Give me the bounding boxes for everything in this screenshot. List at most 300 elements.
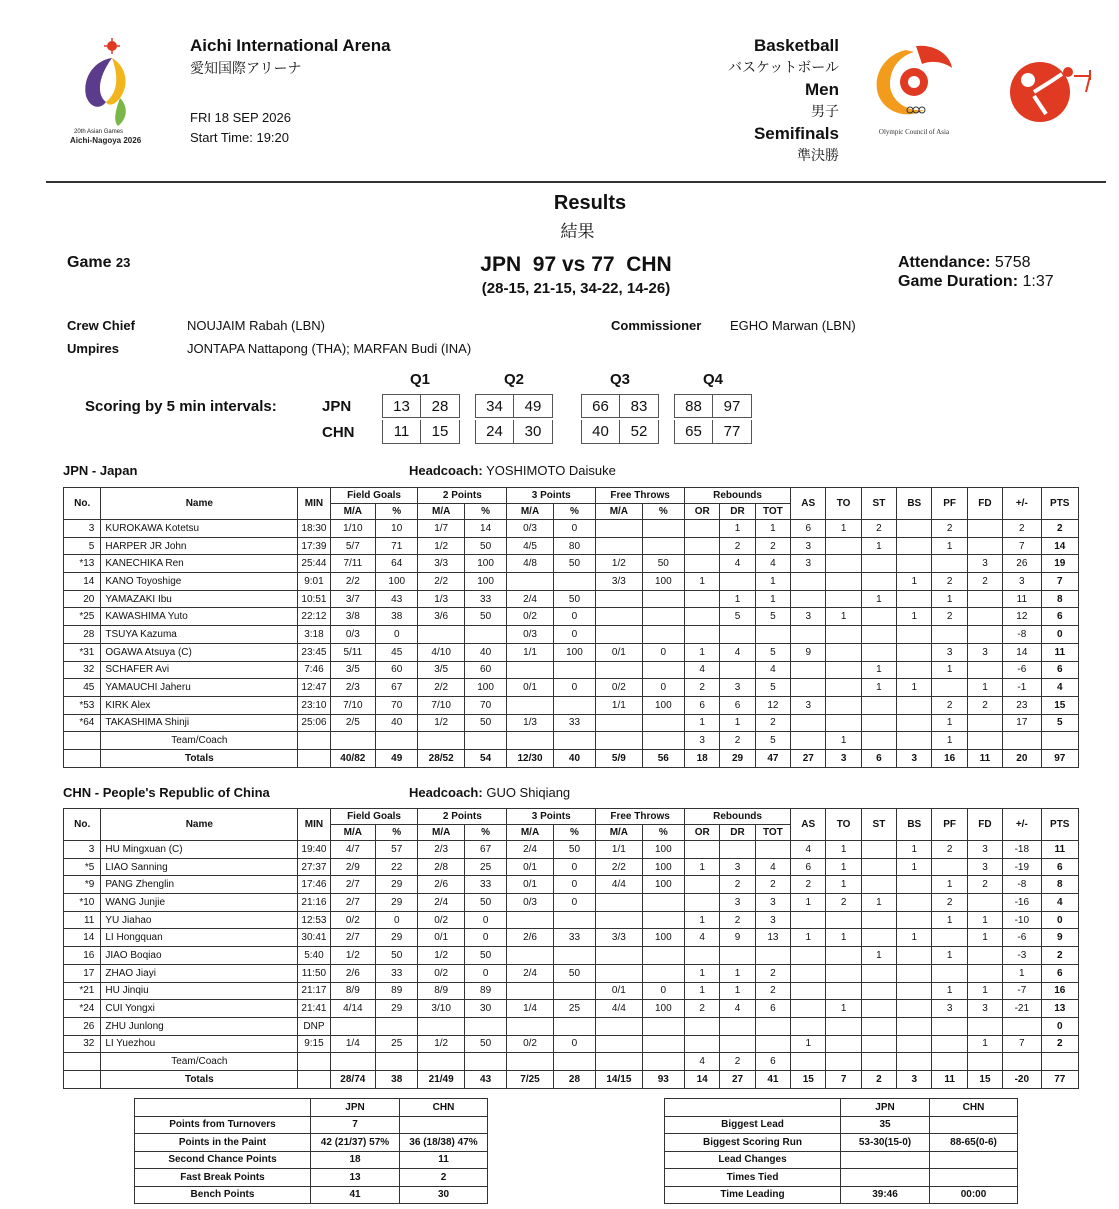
stat-cell: 1 [932, 876, 967, 894]
stat-cell [897, 1000, 932, 1018]
stat-cell: 100 [642, 841, 684, 859]
player-row [64, 947, 1079, 965]
stat-cell: 0 [553, 1035, 595, 1053]
stat-cell: 3/5 [330, 661, 375, 679]
stat-cell [596, 732, 642, 750]
stat-cell: 2 [932, 608, 967, 626]
stat-cell [1003, 732, 1041, 750]
comparison-row [665, 1134, 1018, 1152]
col-header-percent: % [464, 504, 506, 520]
stat-cell: 29 [376, 1000, 418, 1018]
stat-cell: 0/3 [507, 520, 553, 538]
col-header-bs: BS [897, 809, 932, 841]
stat-cell: -8 [1003, 876, 1041, 894]
stat-cell [861, 841, 896, 859]
col-header-offensive-rebounds: OR [685, 825, 720, 841]
stat-cell: 2 [791, 876, 826, 894]
stat-cell: 1/2 [330, 947, 375, 965]
col-header-3-points: 3 Points [507, 488, 596, 504]
stat-cell: 12 [1003, 608, 1041, 626]
stat-cell: HU Mingxuan (C) [101, 841, 298, 859]
interval-score-jpn-1: 13 [382, 394, 421, 418]
stat-cell: 0/2 [507, 608, 553, 626]
phase: Semifinals [753, 124, 839, 143]
col-header-2-points: 2 Points [418, 809, 507, 825]
stat-cell: ZHAO Jiayi [101, 964, 298, 982]
stat-cell: 1/2 [418, 947, 464, 965]
stat-cell [861, 1053, 896, 1071]
stat-cell: 77 [1041, 1070, 1078, 1088]
stat-cell: 40 [464, 643, 506, 661]
stat-cell: 49 [376, 749, 418, 767]
stat-cell [507, 573, 553, 591]
games-logo-line2: Aichi-Nagoya 2026 [70, 136, 142, 145]
stat-cell [642, 714, 684, 732]
stat-cell: 2 [720, 732, 755, 750]
stat-cell: 60 [464, 661, 506, 679]
stat-cell [861, 876, 896, 894]
col-header-as: AS [791, 809, 826, 841]
stat-cell [642, 1017, 684, 1035]
stat-cell: 27:37 [298, 858, 330, 876]
stat-cell: 3 [720, 679, 755, 697]
stat-cell: 4 [755, 555, 790, 573]
stat-cell: TAKASHIMA Shinji [101, 714, 298, 732]
stat-cell: 5 [64, 537, 101, 555]
stat-cell: 4 [685, 661, 720, 679]
stat-cell: 3 [932, 643, 967, 661]
stat-cell: 3 [897, 749, 932, 767]
stat-cell [1041, 1053, 1078, 1071]
stat-cell: 0 [553, 876, 595, 894]
stat-cell: TSUYA Kazuma [101, 626, 298, 644]
comparison-row [665, 1169, 1018, 1187]
stat-cell [685, 947, 720, 965]
stat-cell: 1 [932, 537, 967, 555]
stat-cell: 23:10 [298, 696, 330, 714]
stat-cell: 25 [376, 1035, 418, 1053]
stat-cell: 3 [755, 894, 790, 912]
stat-cell: 1 [755, 590, 790, 608]
player-row [64, 626, 1079, 644]
col-header-made-attempted: M/A [418, 825, 464, 841]
stat-cell [897, 1017, 932, 1035]
stat-cell [791, 679, 826, 697]
stat-cell [596, 590, 642, 608]
stat-cell: JIAO Boqiao [101, 947, 298, 965]
stat-cell: 18:30 [298, 520, 330, 538]
stat-cell: -6 [1003, 661, 1041, 679]
stat-cell: 2 [826, 894, 861, 912]
stat-cell: 1 [685, 714, 720, 732]
stat-cell [861, 1035, 896, 1053]
stat-cell: 6 [755, 1000, 790, 1018]
stat-cell: 2 [1041, 947, 1078, 965]
stat-cell: 25 [464, 858, 506, 876]
stat-cell [932, 1035, 967, 1053]
stat-cell: 1 [861, 947, 896, 965]
basketball-pictogram-icon [1004, 52, 1100, 132]
stat-cell [861, 732, 896, 750]
stat-cell: 3/6 [418, 608, 464, 626]
stat-cell: 6 [1041, 608, 1078, 626]
crew-chief: NOUJAIM Rabah (LBN) [187, 318, 325, 333]
comparison-value [930, 1151, 1018, 1169]
stat-cell [826, 696, 861, 714]
game-flow-table [664, 1098, 1018, 1204]
col-header-defensive-rebounds: DR [720, 504, 755, 520]
phase-jp: 準決勝 [797, 147, 839, 163]
stat-cell [897, 661, 932, 679]
stat-cell: 1 [932, 947, 967, 965]
stat-cell: 0/1 [596, 982, 642, 1000]
crew-chief-label: Crew Chief [67, 318, 135, 333]
stat-cell [298, 1070, 330, 1088]
stat-cell: 2/2 [418, 679, 464, 697]
stat-cell: 16 [1041, 982, 1078, 1000]
final-score: JPN 97 vs 77 CHN [480, 253, 672, 276]
stat-cell [596, 911, 642, 929]
stat-cell: 16 [932, 749, 967, 767]
stat-cell: 5/9 [596, 749, 642, 767]
stat-cell: 0/1 [507, 858, 553, 876]
stat-cell: 9:15 [298, 1035, 330, 1053]
stat-cell: HARPER JR John [101, 537, 298, 555]
stat-cell [861, 555, 896, 573]
comparison-header-cell [135, 1099, 311, 1117]
stat-cell: 2/2 [330, 573, 375, 591]
stat-cell: 0 [553, 520, 595, 538]
stat-cell: 50 [553, 964, 595, 982]
stat-cell: 4/4 [596, 876, 642, 894]
stat-cell: 45 [376, 643, 418, 661]
player-row [64, 858, 1079, 876]
stat-cell: 7 [1041, 573, 1078, 591]
col-header-percent: % [642, 504, 684, 520]
stat-cell [861, 626, 896, 644]
stat-cell: 50 [376, 947, 418, 965]
col-header-pts: PTS [1041, 488, 1078, 520]
player-row [64, 573, 1079, 591]
stat-cell [897, 714, 932, 732]
player-row [64, 911, 1079, 929]
stat-cell [861, 858, 896, 876]
stat-cell [553, 947, 595, 965]
stat-cell: 0 [642, 679, 684, 697]
col-header-pm: +/- [1003, 488, 1041, 520]
stat-cell [967, 626, 1002, 644]
stat-cell: 33 [553, 929, 595, 947]
stat-cell: LIAO Sanning [101, 858, 298, 876]
comparison-row [135, 1116, 488, 1134]
oca-sun-icon [866, 40, 962, 130]
stat-cell: 2/4 [507, 841, 553, 859]
stat-cell: 25:44 [298, 555, 330, 573]
stat-cell [376, 1017, 418, 1035]
stat-cell [596, 964, 642, 982]
stat-cell [791, 1000, 826, 1018]
stat-cell [1003, 1017, 1041, 1035]
stat-cell: 100 [642, 929, 684, 947]
stat-cell: 29 [720, 749, 755, 767]
col-header-percent: % [464, 825, 506, 841]
stat-cell: 1 [932, 590, 967, 608]
comparison-label: Bench Points [135, 1186, 311, 1204]
stat-cell [685, 894, 720, 912]
page-title: Results [553, 192, 627, 214]
stat-cell: 1/2 [596, 555, 642, 573]
stat-cell: 2 [932, 573, 967, 591]
col-header-st: ST [861, 809, 896, 841]
stat-cell: 50 [464, 608, 506, 626]
player-row [64, 894, 1079, 912]
stat-cell: 2/6 [330, 964, 375, 982]
comparison-value [930, 1116, 1018, 1134]
player-row [64, 643, 1079, 661]
quarter-scores: (28-15, 21-15, 34-22, 14-26) [481, 280, 671, 297]
stat-cell: 2/7 [330, 929, 375, 947]
stat-cell [596, 520, 642, 538]
stat-cell: 2 [932, 841, 967, 859]
stat-cell: 97 [1041, 749, 1078, 767]
stat-cell: 1 [932, 714, 967, 732]
stat-cell: 21/49 [418, 1070, 464, 1088]
stat-cell [755, 626, 790, 644]
stat-cell: 2 [967, 876, 1002, 894]
stat-cell [685, 555, 720, 573]
stat-cell: 2/3 [330, 679, 375, 697]
comparison-header-row [135, 1099, 488, 1117]
stat-cell: *24 [64, 1000, 101, 1018]
stat-cell: *5 [64, 858, 101, 876]
stat-cell [685, 608, 720, 626]
stat-cell: 30 [464, 1000, 506, 1018]
stat-cell [596, 894, 642, 912]
stat-cell [685, 626, 720, 644]
stat-cell: 32 [64, 1035, 101, 1053]
stat-cell: 1 [720, 714, 755, 732]
stat-cell [932, 1053, 967, 1071]
stat-cell: 21:17 [298, 982, 330, 1000]
stat-cell: 22 [376, 858, 418, 876]
stat-cell: 12 [755, 696, 790, 714]
stat-cell: 89 [376, 982, 418, 1000]
stat-cell: PANG Zhenglin [101, 876, 298, 894]
stat-cell [967, 1017, 1002, 1035]
stat-cell: 4 [1041, 894, 1078, 912]
games-logo [68, 36, 158, 148]
stat-cell: 3 [897, 1070, 932, 1088]
stat-cell [826, 679, 861, 697]
stat-cell: 1 [685, 573, 720, 591]
stat-cell: 33 [464, 876, 506, 894]
stat-cell: 1/2 [418, 1035, 464, 1053]
stat-cell: *13 [64, 555, 101, 573]
stat-cell [861, 1000, 896, 1018]
stat-cell: 0/2 [330, 911, 375, 929]
stat-cell: 3 [720, 858, 755, 876]
stat-cell [685, 1035, 720, 1053]
stat-cell: 50 [553, 555, 595, 573]
comparison-header-row [665, 1099, 1018, 1117]
stat-cell: 5 [755, 679, 790, 697]
stat-cell: Team/Coach [101, 732, 298, 750]
interval-score-chn-2: 15 [421, 420, 460, 444]
stat-cell: 15 [967, 1070, 1002, 1088]
stat-cell: 11 [1041, 643, 1078, 661]
stat-cell: 4 [685, 1053, 720, 1071]
stat-cell: 0/1 [507, 679, 553, 697]
stat-cell: 0/2 [418, 964, 464, 982]
stat-cell: 25 [553, 1000, 595, 1018]
stat-cell: 2 [967, 696, 1002, 714]
stat-cell: 14 [1041, 537, 1078, 555]
stat-cell: 2 [720, 537, 755, 555]
box-score-table-chn [63, 808, 1079, 1089]
stat-cell: 7/11 [330, 555, 375, 573]
stat-cell: 4/8 [507, 555, 553, 573]
stat-cell: 14/15 [596, 1070, 642, 1088]
col-header-made-attempted: M/A [418, 504, 464, 520]
stat-cell: 2 [1003, 520, 1041, 538]
stat-cell: 0/1 [418, 929, 464, 947]
stat-cell: 1 [826, 841, 861, 859]
stat-cell: 1/7 [418, 520, 464, 538]
stat-cell [596, 1053, 642, 1071]
player-row [64, 982, 1079, 1000]
comparison-label: Time Leading [665, 1186, 841, 1204]
game-number: Game 23 [67, 254, 131, 271]
col-header-bs: BS [897, 488, 932, 520]
stat-cell [897, 1053, 932, 1071]
stat-cell: 100 [464, 573, 506, 591]
stat-cell: 0 [464, 911, 506, 929]
stat-cell: 4 [685, 929, 720, 947]
games-logo-line1: 20th Asian Games [74, 129, 124, 135]
attendance: Attendance: 5758 [898, 254, 1031, 271]
stat-cell: 100 [642, 1000, 684, 1018]
game-duration: Game Duration: 1:37 [898, 273, 1054, 290]
stat-cell: KUROKAWA Kotetsu [101, 520, 298, 538]
stat-cell: 3:18 [298, 626, 330, 644]
stat-cell: KANECHIKA Ren [101, 555, 298, 573]
stat-cell: 6 [755, 1053, 790, 1071]
stat-cell [897, 520, 932, 538]
col-header-percent: % [553, 825, 595, 841]
stat-cell: Totals [101, 749, 298, 767]
stat-cell: 0 [464, 964, 506, 982]
stat-cell: 1 [720, 590, 755, 608]
stat-cell [861, 573, 896, 591]
interval-score-jpn-5: 66 [581, 394, 620, 418]
commissioner: EGHO Marwan (LBN) [730, 318, 856, 333]
stat-cell: 71 [376, 537, 418, 555]
stat-cell: 32 [64, 661, 101, 679]
stat-cell [826, 573, 861, 591]
stat-cell: 0/2 [418, 911, 464, 929]
stat-cell: 2/6 [418, 876, 464, 894]
stat-cell [791, 1017, 826, 1035]
stat-cell: DNP [298, 1017, 330, 1035]
stat-cell: 3 [967, 555, 1002, 573]
stat-cell [932, 858, 967, 876]
stat-cell: 11 [1003, 590, 1041, 608]
stat-cell: OGAWA Atsuya (C) [101, 643, 298, 661]
stat-cell: 9 [1041, 929, 1078, 947]
stat-cell: 43 [464, 1070, 506, 1088]
interval-score-chn-1: 11 [382, 420, 421, 444]
stat-cell [861, 714, 896, 732]
stat-cell: 21:16 [298, 894, 330, 912]
stat-cell [791, 714, 826, 732]
stat-cell: 15 [1041, 696, 1078, 714]
stat-cell: 1 [967, 929, 1002, 947]
stat-cell: 100 [464, 555, 506, 573]
stat-cell [330, 1053, 375, 1071]
stat-cell: 38 [376, 1070, 418, 1088]
stat-cell [418, 1053, 464, 1071]
stat-cell: 0/3 [507, 626, 553, 644]
stat-cell: 10:51 [298, 590, 330, 608]
stat-cell [967, 520, 1002, 538]
stat-cell [596, 714, 642, 732]
stat-cell [897, 947, 932, 965]
comparison-value: 30 [400, 1186, 488, 1204]
col-header-offensive-rebounds: OR [685, 504, 720, 520]
interval-score-jpn-8: 97 [713, 394, 752, 418]
stat-cell: 7/25 [507, 1070, 553, 1088]
stat-cell: 4/10 [418, 643, 464, 661]
stat-cell [330, 732, 375, 750]
stat-cell [642, 520, 684, 538]
stat-cell [642, 947, 684, 965]
stat-cell: 33 [553, 714, 595, 732]
gender: Men [805, 80, 839, 99]
interval-team-jpn: JPN [322, 398, 352, 415]
comparison-label: Fast Break Points [135, 1169, 311, 1187]
stat-cell [897, 1035, 932, 1053]
stat-cell: 45 [64, 679, 101, 697]
stat-cell: 2 [720, 1053, 755, 1071]
stat-cell: 6 [685, 696, 720, 714]
stat-cell [861, 1017, 896, 1035]
stat-cell: -20 [1003, 1070, 1041, 1088]
comparison-header-cell [665, 1099, 841, 1117]
interval-score-jpn-6: 83 [620, 394, 659, 418]
col-header-pm: +/- [1003, 809, 1041, 841]
stat-cell: 89 [464, 982, 506, 1000]
stat-cell: 5 [1041, 714, 1078, 732]
stat-cell: 19 [1041, 555, 1078, 573]
stat-cell: 4/14 [330, 1000, 375, 1018]
stat-cell: 2 [1041, 520, 1078, 538]
stat-cell: 3/5 [418, 661, 464, 679]
stat-cell: 1 [791, 929, 826, 947]
stat-cell: 0 [553, 894, 595, 912]
stat-cell: 13 [1041, 1000, 1078, 1018]
stat-cell [642, 661, 684, 679]
stat-cell: 27 [791, 749, 826, 767]
col-header-name: Name [101, 488, 298, 520]
stat-cell: 0/3 [330, 626, 375, 644]
stat-cell: 14 [1003, 643, 1041, 661]
stat-cell [861, 982, 896, 1000]
stat-cell: 1 [720, 982, 755, 1000]
stat-cell: 40/82 [330, 749, 375, 767]
stat-cell: KAWASHIMA Yuto [101, 608, 298, 626]
stat-cell [967, 714, 1002, 732]
stat-cell [685, 1017, 720, 1035]
